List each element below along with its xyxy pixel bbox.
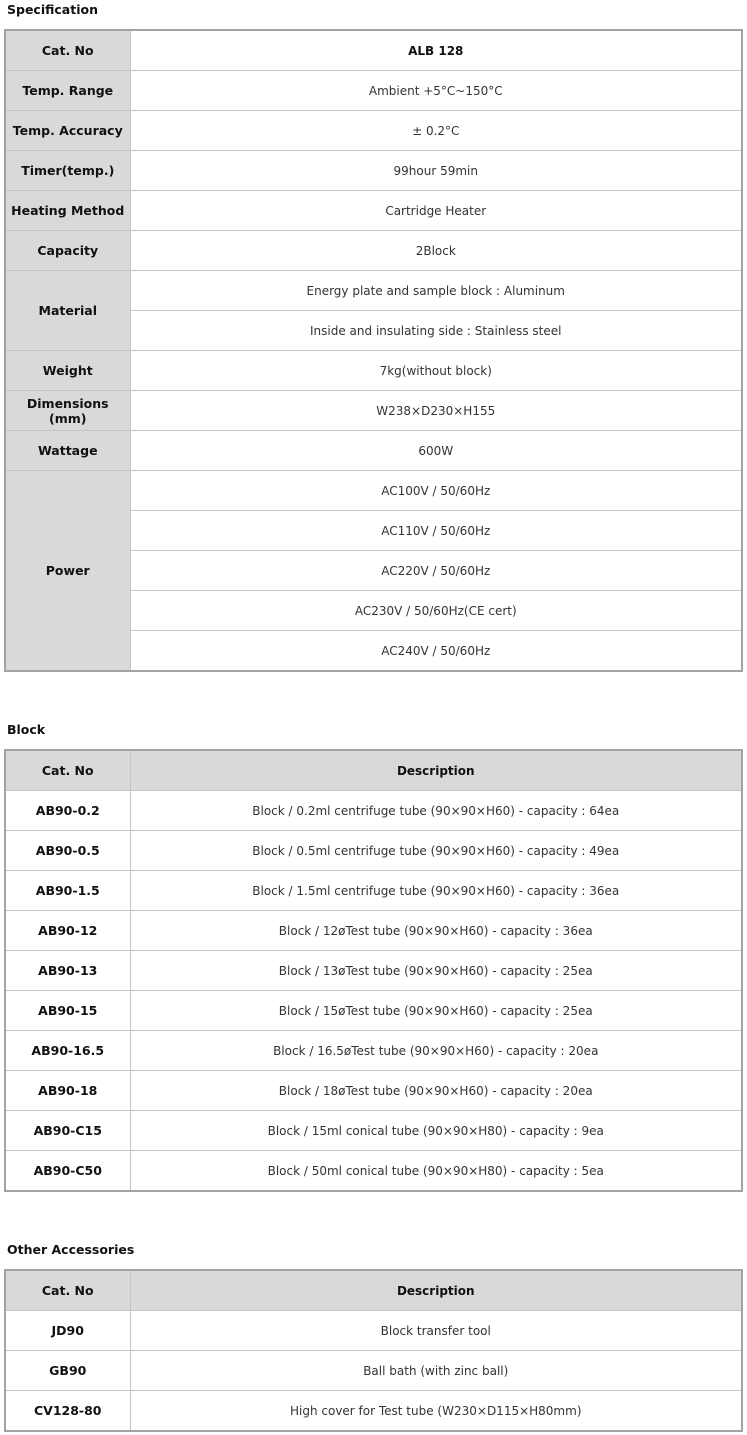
table-row [5, 231, 742, 271]
cat-no-cell: JD90 [5, 1311, 130, 1351]
spec-label: Material [5, 271, 130, 351]
header-description: Description [130, 750, 742, 791]
spec-label: Temp. Accuracy [5, 111, 130, 151]
table-row [5, 951, 742, 991]
specification-table [4, 29, 743, 672]
block-table [4, 749, 743, 1192]
spec-label: Weight [5, 351, 130, 391]
spec-value: AC230V / 50/60Hz(CE cert) [130, 591, 742, 631]
spec-label: Capacity [5, 231, 130, 271]
description-cell: Block / 50ml conical tube (90×90×H80) - capacity : 5ea [130, 1151, 742, 1192]
spec-label: Dimensions (mm) [5, 391, 130, 431]
cat-no-cell: AB90-15 [5, 991, 130, 1031]
description-cell: Ball bath (with zinc ball) [130, 1351, 742, 1391]
accessories-title: Other Accessories [7, 1242, 135, 1257]
spec-value: AC100V / 50/60Hz [130, 471, 742, 511]
description-cell: Block transfer tool [130, 1311, 742, 1351]
table-row [5, 351, 742, 391]
spec-value: AC110V / 50/60Hz [130, 511, 742, 551]
spec-label: Power [5, 471, 130, 672]
table-row [5, 871, 742, 911]
cat-no-cell: CV128-80 [5, 1391, 130, 1432]
table-row [5, 471, 742, 511]
description-cell: High cover for Test tube (W230×D115×H80mm) [130, 1391, 742, 1432]
table-header-row [5, 1270, 742, 1311]
table-row [5, 1391, 742, 1432]
table-row [5, 831, 742, 871]
table-header-row [5, 30, 742, 71]
spec-value: 7kg(without block) [130, 351, 742, 391]
cat-no-cell: GB90 [5, 1351, 130, 1391]
table-row [5, 431, 742, 471]
spec-label: Temp. Range [5, 71, 130, 111]
header-cat-no: Cat. No [5, 750, 130, 791]
description-cell: Block / 1.5ml centrifuge tube (90×90×H60) - capacity : 36ea [130, 871, 742, 911]
table-row [5, 151, 742, 191]
description-cell: Block / 15ml conical tube (90×90×H80) - capacity : 9ea [130, 1111, 742, 1151]
description-cell: Block / 13øTest tube (90×90×H60) - capacity : 25ea [130, 951, 742, 991]
table-row [5, 191, 742, 231]
table-row [5, 911, 742, 951]
cat-no-cell: AB90-C50 [5, 1151, 130, 1192]
spec-label: Heating Method [5, 191, 130, 231]
description-cell: Block / 12øTest tube (90×90×H60) - capacity : 36ea [130, 911, 742, 951]
cat-no-cell: AB90-18 [5, 1071, 130, 1111]
table-row [5, 791, 742, 831]
table-row [5, 1351, 742, 1391]
cat-no-cell: AB90-0.2 [5, 791, 130, 831]
specification-title: Specification [7, 2, 98, 17]
spec-value: AC220V / 50/60Hz [130, 551, 742, 591]
spec-value: Ambient +5°C~150°C [130, 71, 742, 111]
description-cell: Block / 18øTest tube (90×90×H60) - capacity : 20ea [130, 1071, 742, 1111]
spec-label: Timer(temp.) [5, 151, 130, 191]
table-row [5, 111, 742, 151]
spec-value: Cartridge Heater [130, 191, 742, 231]
cat-no-cell: AB90-12 [5, 911, 130, 951]
table-row [5, 71, 742, 111]
cat-no-cell: AB90-13 [5, 951, 130, 991]
description-cell: Block / 0.2ml centrifuge tube (90×90×H60) - capacity : 64ea [130, 791, 742, 831]
spec-value: 600W [130, 431, 742, 471]
spec-value: ± 0.2°C [130, 111, 742, 151]
spec-value: W238×D230×H155 [130, 391, 742, 431]
header-cat-no: Cat. No [5, 1270, 130, 1311]
table-row [5, 1111, 742, 1151]
spec-value: Inside and insulating side : Stainless steel [130, 311, 742, 351]
header-model: ALB 128 [130, 30, 742, 71]
description-cell: Block / 15øTest tube (90×90×H60) - capacity : 25ea [130, 991, 742, 1031]
table-row [5, 271, 742, 311]
spec-value: AC240V / 50/60Hz [130, 631, 742, 672]
cat-no-cell: AB90-1.5 [5, 871, 130, 911]
table-row [5, 1031, 742, 1071]
table-row [5, 391, 742, 431]
header-description: Description [130, 1270, 742, 1311]
cat-no-cell: AB90-C15 [5, 1111, 130, 1151]
table-row [5, 1071, 742, 1111]
spec-value: 99hour 59min [130, 151, 742, 191]
table-row [5, 1151, 742, 1192]
cat-no-cell: AB90-0.5 [5, 831, 130, 871]
table-header-row [5, 750, 742, 791]
spec-value: Energy plate and sample block : Aluminum [130, 271, 742, 311]
cat-no-cell: AB90-16.5 [5, 1031, 130, 1071]
spec-label: Wattage [5, 431, 130, 471]
header-cat-no: Cat. No [5, 30, 130, 71]
description-cell: Block / 0.5ml centrifuge tube (90×90×H60) - capacity : 49ea [130, 831, 742, 871]
description-cell: Block / 16.5øTest tube (90×90×H60) - capacity : 20ea [130, 1031, 742, 1071]
accessories-table [4, 1269, 743, 1432]
table-row [5, 991, 742, 1031]
block-title: Block [7, 722, 46, 737]
spec-value: 2Block [130, 231, 742, 271]
table-row [5, 1311, 742, 1351]
